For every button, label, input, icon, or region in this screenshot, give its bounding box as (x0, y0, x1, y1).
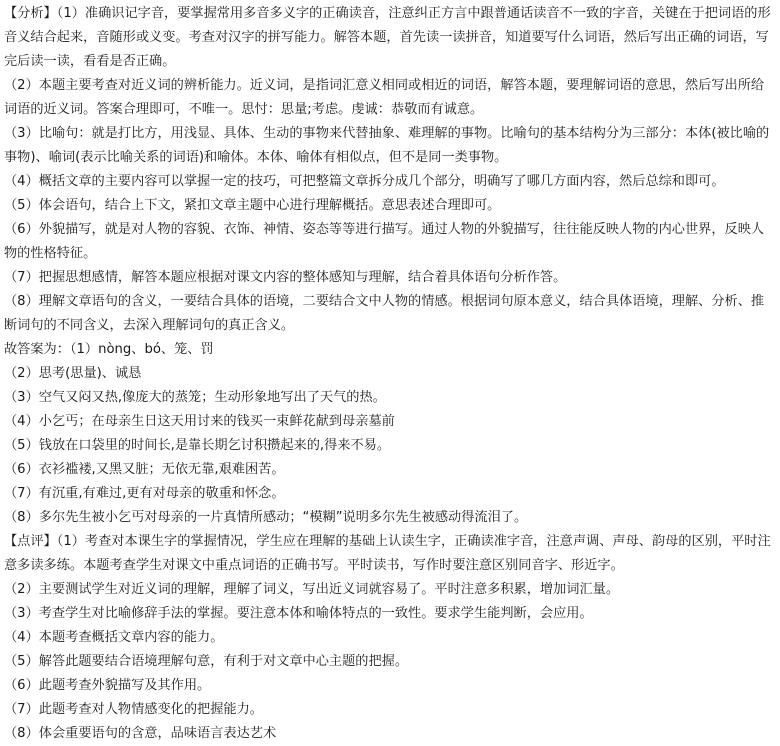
answer-line: （3）空气又闷又热,像庞大的蒸笼；生动形象地写出了天气的热。 (4, 390, 386, 405)
analysis-paragraph: （7）把握思想感情，解答本题应根据对课文内容的整体感知与理解，结合着具体语句分析作答。 (4, 270, 567, 285)
analysis-paragraph: （5）体会语句，结合上下文，紧扣文章主题中心进行理解概括。意思表述合理即可。 (4, 198, 501, 213)
comment-paragraph: （4）本题考查概括文章内容的能力。 (4, 630, 224, 645)
comment-paragraph: （2）主要测试学生对近义词的理解，理解了词义，写出近义词就容易了。平时注意多积累，增加词汇量。 (4, 582, 620, 597)
answer-line: （2）思考(思量)、诚恳 (4, 366, 142, 381)
analysis-paragraph: 【分析】（1）准确识记字音，要掌握常用多音多义字的正确读音，注意纠正方言中跟普通话读音不一致的字音，关键在于把词语的形音义结合起来，音随形或义变。考查对汉字的拼写能力。解答本题，首先读一读拼音，知道要写什么词语，然后写出正确的词语，写完后读一读，看看是否正确。 (4, 6, 771, 69)
answer-line: （5）钱放在口袋里的时间长,是靠长期乞讨积攒起来的,得来不易。 (4, 438, 391, 453)
answer-line: （8）多尔先生被小乞丐对母亲的一片真情所感动；“模糊”说明多尔先生被感动得流泪了。 (4, 510, 528, 525)
comment-paragraph: （6）此题考查外貌描写及其作用。 (4, 678, 211, 693)
answers-section (4, 338, 776, 530)
answer-line: （6）衣衫褴褛,又黑又脏；无依无靠,艰难困苦。 (4, 462, 285, 477)
comment-paragraph: 【点评】（1）考查对本课生字的掌握情况，学生应在理解的基础上认读生字，正确读准字音，注意声调、声母、韵母的区别，平时注意多读多练。本题考查学生对课文中重点词语的正确书写。平时读书，写作时要注意区别同音字、形近字。 (4, 534, 771, 573)
analysis-paragraph: （8）理解文章语句的含义，一要结合具体的语境，二要结合文中人物的情感。根据词句原本意义，结合具体语境，理解、分析、推断词句的不同含义，去深入理解词句的真正含义。 (4, 294, 765, 333)
analysis-paragraph: （3）比喻句：就是打比方，用浅显、具体、生动的事物来代替抽象、难理解的事物。比喻句的基本结构分为三部分：本体(被比喻的事物)、喻词(表示比喻关系的词语)和喻体。本体、喻体有相似点，但不是同一类事物。 (4, 126, 770, 165)
analysis-paragraph: （2）本题主要考查对近义词的辨析能力。近义词，是指词汇意义相同或相近的词语，解答本题，要理解词语的意思，然后写出所给词语的近义词。答案合理即可，不唯一。思忖：思量;考虑。虔诚：恭敬而有诚意。 (4, 78, 765, 117)
analysis-section (4, 2, 776, 338)
analysis-paragraph: （4）概括文章的主要内容可以掌握一定的技巧，可把整篇文章拆分成几个部分，明确写了哪几方面内容，然后总综和即可。 (4, 174, 725, 189)
comment-paragraph: （5）解答此题要结合语境理解句意，有利于对文章中心主题的把握。 (4, 654, 409, 669)
answer-line: （4）小乞丐；在母亲生日这天用讨来的钱买一束鲜花献到母亲墓前 (4, 414, 395, 429)
comment-paragraph: （7）此题考查对人物情感变化的把握能力。 (4, 702, 263, 717)
answer-line: 故答案为：（1）nòng、bó、笼、罚 (4, 342, 214, 357)
comment-paragraph: （8）体会重要语句的含意，品味语言表达艺术 (4, 726, 277, 741)
analysis-paragraph: （6）外貌描写，就是对人物的容貌、衣饰、神情、姿态等等进行描写。通过人物的外貌描写，往往能反映人物的内心世界，反映人物的性格特征。 (4, 222, 765, 261)
answer-line: （7）有沉重,有难过,更有对母亲的敬重和怀念。 (4, 486, 285, 501)
comment-paragraph: （3）考查学生对比喻修辞手法的掌握。要注意本体和喻体特点的一致性。要求学生能判断，会应用。 (4, 606, 593, 621)
comments-section (4, 530, 776, 746)
